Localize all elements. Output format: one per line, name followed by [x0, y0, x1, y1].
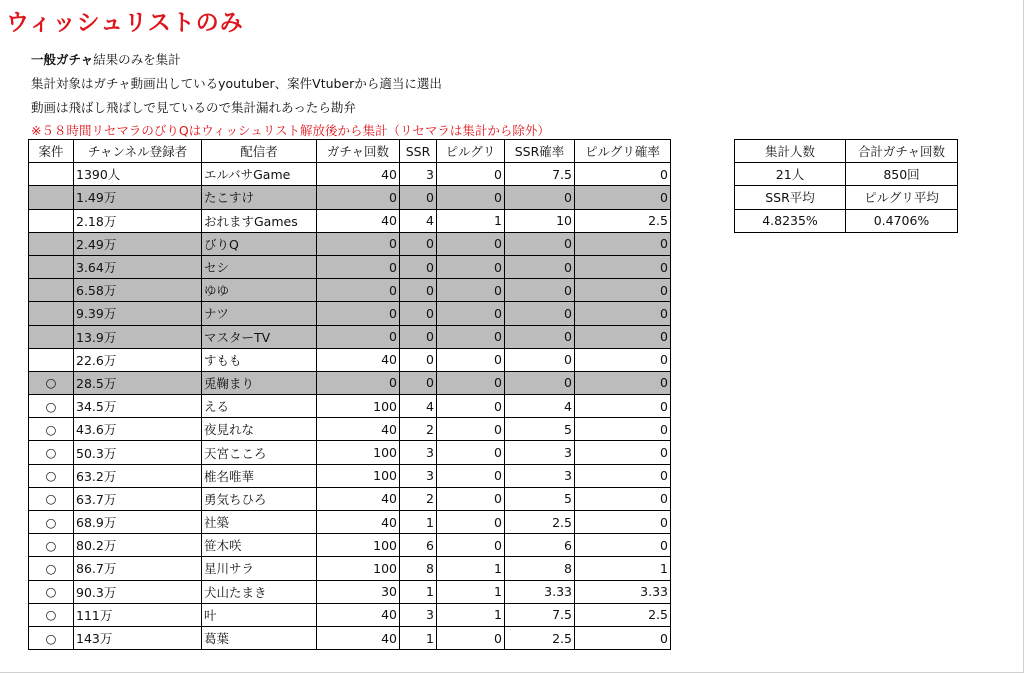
summary-ssr-avg-value: 4.8235% — [735, 209, 846, 232]
cell-case: ○ — [29, 371, 74, 394]
cell-streamer: 兎鞠まり — [202, 371, 317, 394]
summary-row — [735, 186, 958, 209]
cell-pulls: 0 — [317, 302, 400, 325]
cell-streamer: マスターTV — [202, 325, 317, 348]
cell-case — [29, 348, 74, 371]
cell-ssr-rate: 2.5 — [505, 511, 575, 534]
cell-pulls: 40 — [317, 163, 400, 186]
note-line-1-rest: 結果のみを集計 — [93, 52, 181, 67]
cell-subscribers: 13.9万 — [74, 325, 202, 348]
cell-pilgrim: 1 — [437, 603, 505, 626]
cell-pilgrim: 1 — [437, 557, 505, 580]
cell-ssr-rate: 0 — [505, 302, 575, 325]
table-row — [29, 348, 671, 371]
cell-pulls: 0 — [317, 279, 400, 302]
cell-ssr: 3 — [400, 441, 437, 464]
cell-subscribers: 80.2万 — [74, 534, 202, 557]
cell-pilgrim: 0 — [437, 163, 505, 186]
cell-pulls: 100 — [317, 441, 400, 464]
cell-subscribers: 22.6万 — [74, 348, 202, 371]
cell-ssr: 0 — [400, 302, 437, 325]
cell-subscribers: 63.2万 — [74, 464, 202, 487]
cell-streamer: 叶 — [202, 603, 317, 626]
table-row — [29, 371, 671, 394]
cell-pulls: 100 — [317, 395, 400, 418]
cell-pilgrim: 0 — [437, 464, 505, 487]
cell-pulls: 100 — [317, 557, 400, 580]
cell-pulls: 0 — [317, 371, 400, 394]
cell-pilgrim-rate: 0 — [575, 511, 671, 534]
cell-pilgrim-rate: 0 — [575, 441, 671, 464]
cell-ssr: 0 — [400, 279, 437, 302]
cell-pulls: 0 — [317, 325, 400, 348]
cell-subscribers: 90.3万 — [74, 580, 202, 603]
cell-pilgrim-rate: 0 — [575, 395, 671, 418]
cell-ssr-rate: 3 — [505, 464, 575, 487]
cell-case: ○ — [29, 534, 74, 557]
cell-streamer: 犬山たまき — [202, 580, 317, 603]
cell-case — [29, 279, 74, 302]
note-line-1-bold: 一般ガチャ — [31, 52, 94, 67]
cell-ssr: 6 — [400, 534, 437, 557]
cell-pulls: 40 — [317, 348, 400, 371]
cell-ssr-rate: 0 — [505, 186, 575, 209]
cell-ssr-rate: 3.33 — [505, 580, 575, 603]
table-row — [29, 603, 671, 626]
cell-pilgrim: 0 — [437, 626, 505, 649]
cell-ssr: 1 — [400, 580, 437, 603]
cell-subscribers: 34.5万 — [74, 395, 202, 418]
cell-ssr: 4 — [400, 395, 437, 418]
cell-streamer: セシ — [202, 255, 317, 278]
cell-ssr: 2 — [400, 487, 437, 510]
cell-pilgrim: 0 — [437, 511, 505, 534]
cell-pulls: 40 — [317, 487, 400, 510]
cell-ssr: 0 — [400, 371, 437, 394]
cell-streamer: エルバサGame — [202, 163, 317, 186]
cell-case — [29, 302, 74, 325]
cell-ssr: 3 — [400, 603, 437, 626]
cell-pulls: 40 — [317, 626, 400, 649]
cell-case: ○ — [29, 603, 74, 626]
cell-pilgrim: 0 — [437, 232, 505, 255]
cell-streamer: 葛葉 — [202, 626, 317, 649]
table-row — [29, 395, 671, 418]
cell-ssr-rate: 2.5 — [505, 626, 575, 649]
cell-streamer: 天宮こころ — [202, 441, 317, 464]
cell-subscribers: 6.58万 — [74, 279, 202, 302]
summary-row — [735, 140, 958, 163]
cell-case: ○ — [29, 395, 74, 418]
cell-streamer: 社築 — [202, 511, 317, 534]
table-row — [29, 255, 671, 278]
table-row — [29, 209, 671, 232]
cell-pilgrim: 0 — [437, 371, 505, 394]
cell-streamer: おれますGames — [202, 209, 317, 232]
table-row — [29, 534, 671, 557]
cell-pilgrim-rate: 0 — [575, 464, 671, 487]
cell-pilgrim-rate: 0 — [575, 302, 671, 325]
summary-count-label: 集計人数 — [735, 140, 846, 163]
cell-case: ○ — [29, 580, 74, 603]
cell-pulls: 40 — [317, 603, 400, 626]
cell-pilgrim: 0 — [437, 534, 505, 557]
cell-case — [29, 163, 74, 186]
table-row — [29, 441, 671, 464]
cell-pilgrim-rate: 0 — [575, 279, 671, 302]
cell-pulls: 100 — [317, 534, 400, 557]
header-pilgrim: ピルグリ — [437, 140, 505, 163]
cell-streamer: える — [202, 395, 317, 418]
results-table — [28, 139, 671, 650]
summary-pilgrim-avg-label: ピルグリ平均 — [846, 186, 958, 209]
summary-ssr-avg-label: SSR平均 — [735, 186, 846, 209]
summary-row — [735, 163, 958, 186]
note-line-1 — [31, 50, 181, 68]
cell-subscribers: 111万 — [74, 603, 202, 626]
header-pulls: ガチャ回数 — [317, 140, 400, 163]
cell-pulls: 0 — [317, 255, 400, 278]
table-row — [29, 186, 671, 209]
cell-streamer: たこすけ — [202, 186, 317, 209]
cell-pilgrim: 1 — [437, 209, 505, 232]
cell-ssr: 1 — [400, 511, 437, 534]
cell-ssr-rate: 3 — [505, 441, 575, 464]
cell-subscribers: 68.9万 — [74, 511, 202, 534]
summary-pilgrim-avg-value: 0.4706% — [846, 209, 958, 232]
cell-pilgrim: 0 — [437, 186, 505, 209]
cell-ssr: 4 — [400, 209, 437, 232]
cell-case: ○ — [29, 626, 74, 649]
cell-subscribers: 1390人 — [74, 163, 202, 186]
table-row — [29, 302, 671, 325]
cell-pilgrim-rate: 0 — [575, 186, 671, 209]
cell-case: ○ — [29, 464, 74, 487]
cell-subscribers: 9.39万 — [74, 302, 202, 325]
table-row — [29, 557, 671, 580]
cell-streamer: 椎名唯華 — [202, 464, 317, 487]
cell-ssr-rate: 0 — [505, 255, 575, 278]
page-title: ウィッシュリストのみ — [6, 10, 244, 36]
cell-ssr-rate: 8 — [505, 557, 575, 580]
cell-streamer: ゆゆ — [202, 279, 317, 302]
cell-pilgrim: 0 — [437, 395, 505, 418]
table-row — [29, 418, 671, 441]
note-line-4-warning: ※５８時間リセマラのびりQはウィッシュリスト解放後から集計（リセマラは集計から除外） — [31, 123, 550, 138]
table-row — [29, 325, 671, 348]
cell-ssr: 0 — [400, 325, 437, 348]
cell-pilgrim-rate: 2.5 — [575, 603, 671, 626]
table-row — [29, 232, 671, 255]
cell-case — [29, 255, 74, 278]
cell-ssr-rate: 5 — [505, 418, 575, 441]
cell-ssr-rate: 0 — [505, 279, 575, 302]
cell-streamer: 笹木咲 — [202, 534, 317, 557]
header-ssr: SSR — [400, 140, 437, 163]
cell-pilgrim-rate: 1 — [575, 557, 671, 580]
cell-ssr-rate: 0 — [505, 348, 575, 371]
cell-subscribers: 43.6万 — [74, 418, 202, 441]
cell-subscribers: 2.18万 — [74, 209, 202, 232]
cell-streamer: ナツ — [202, 302, 317, 325]
cell-subscribers: 3.64万 — [74, 255, 202, 278]
table-row — [29, 279, 671, 302]
cell-pulls: 40 — [317, 511, 400, 534]
cell-pilgrim-rate: 0 — [575, 371, 671, 394]
cell-pilgrim-rate: 0 — [575, 534, 671, 557]
cell-ssr: 3 — [400, 163, 437, 186]
table-row — [29, 163, 671, 186]
cell-ssr: 0 — [400, 255, 437, 278]
cell-case: ○ — [29, 418, 74, 441]
cell-pilgrim-rate: 0 — [575, 418, 671, 441]
cell-subscribers: 86.7万 — [74, 557, 202, 580]
cell-pilgrim: 0 — [437, 325, 505, 348]
cell-pilgrim: 0 — [437, 255, 505, 278]
cell-case: ○ — [29, 557, 74, 580]
cell-case — [29, 186, 74, 209]
cell-ssr: 1 — [400, 626, 437, 649]
cell-ssr-rate: 0 — [505, 325, 575, 348]
cell-ssr-rate: 5 — [505, 487, 575, 510]
header-case: 案件 — [29, 140, 74, 163]
cell-pulls: 40 — [317, 209, 400, 232]
summary-count-value: 21人 — [735, 163, 846, 186]
cell-ssr-rate: 10 — [505, 209, 575, 232]
cell-pilgrim: 0 — [437, 441, 505, 464]
table-row — [29, 626, 671, 649]
cell-case: ○ — [29, 487, 74, 510]
cell-pilgrim-rate: 0 — [575, 325, 671, 348]
cell-pilgrim: 0 — [437, 279, 505, 302]
cell-case: ○ — [29, 511, 74, 534]
cell-pulls: 40 — [317, 418, 400, 441]
cell-subscribers: 50.3万 — [74, 441, 202, 464]
cell-pilgrim-rate: 0 — [575, 163, 671, 186]
summary-total-pulls-label: 合計ガチャ回数 — [846, 140, 958, 163]
note-line-3: 動画は飛ばし飛ばしで見ているので集計漏れあったら勘弁 — [31, 100, 356, 115]
cell-ssr: 0 — [400, 232, 437, 255]
cell-ssr: 0 — [400, 186, 437, 209]
cell-pulls: 30 — [317, 580, 400, 603]
cell-ssr: 8 — [400, 557, 437, 580]
cell-case — [29, 325, 74, 348]
cell-ssr-rate: 7.5 — [505, 163, 575, 186]
cell-pulls: 100 — [317, 464, 400, 487]
cell-ssr: 0 — [400, 348, 437, 371]
cell-pilgrim: 0 — [437, 418, 505, 441]
cell-ssr-rate: 0 — [505, 232, 575, 255]
cell-streamer: 勇気ちひろ — [202, 487, 317, 510]
table-row — [29, 487, 671, 510]
note-line-2: 集計対象はガチャ動画出しているyoutuber、案件Vtuberから適当に選出 — [31, 76, 442, 91]
cell-pilgrim-rate: 0 — [575, 255, 671, 278]
cell-case — [29, 232, 74, 255]
cell-subscribers: 1.49万 — [74, 186, 202, 209]
cell-ssr-rate: 7.5 — [505, 603, 575, 626]
cell-pilgrim-rate: 0 — [575, 487, 671, 510]
header-pilgrim-rate: ピルグリ確率 — [575, 140, 671, 163]
cell-pilgrim: 0 — [437, 348, 505, 371]
cell-pilgrim: 1 — [437, 580, 505, 603]
cell-pilgrim: 0 — [437, 487, 505, 510]
cell-pilgrim: 0 — [437, 302, 505, 325]
cell-streamer: すもも — [202, 348, 317, 371]
cell-subscribers: 28.5万 — [74, 371, 202, 394]
cell-ssr-rate: 4 — [505, 395, 575, 418]
summary-table — [734, 139, 958, 233]
cell-subscribers: 2.49万 — [74, 232, 202, 255]
cell-pilgrim-rate: 3.33 — [575, 580, 671, 603]
summary-row — [735, 209, 958, 232]
header-subscribers: チャンネル登録者 — [74, 140, 202, 163]
table-row — [29, 464, 671, 487]
cell-ssr-rate: 0 — [505, 371, 575, 394]
cell-pilgrim-rate: 0 — [575, 626, 671, 649]
header-ssr-rate: SSR確率 — [505, 140, 575, 163]
cell-subscribers: 143万 — [74, 626, 202, 649]
cell-streamer: 夜見れな — [202, 418, 317, 441]
cell-streamer: 星川サラ — [202, 557, 317, 580]
cell-pilgrim-rate: 0 — [575, 348, 671, 371]
cell-streamer: びりQ — [202, 232, 317, 255]
cell-pulls: 0 — [317, 186, 400, 209]
table-row — [29, 511, 671, 534]
header-streamer: 配信者 — [202, 140, 317, 163]
cell-ssr: 2 — [400, 418, 437, 441]
table-header-row — [29, 140, 671, 163]
cell-pilgrim-rate: 2.5 — [575, 209, 671, 232]
cell-case: ○ — [29, 441, 74, 464]
cell-pulls: 0 — [317, 232, 400, 255]
cell-ssr: 3 — [400, 464, 437, 487]
cell-case — [29, 209, 74, 232]
cell-ssr-rate: 6 — [505, 534, 575, 557]
table-row — [29, 580, 671, 603]
cell-pilgrim-rate: 0 — [575, 232, 671, 255]
cell-subscribers: 63.7万 — [74, 487, 202, 510]
summary-total-pulls-value: 850回 — [846, 163, 958, 186]
